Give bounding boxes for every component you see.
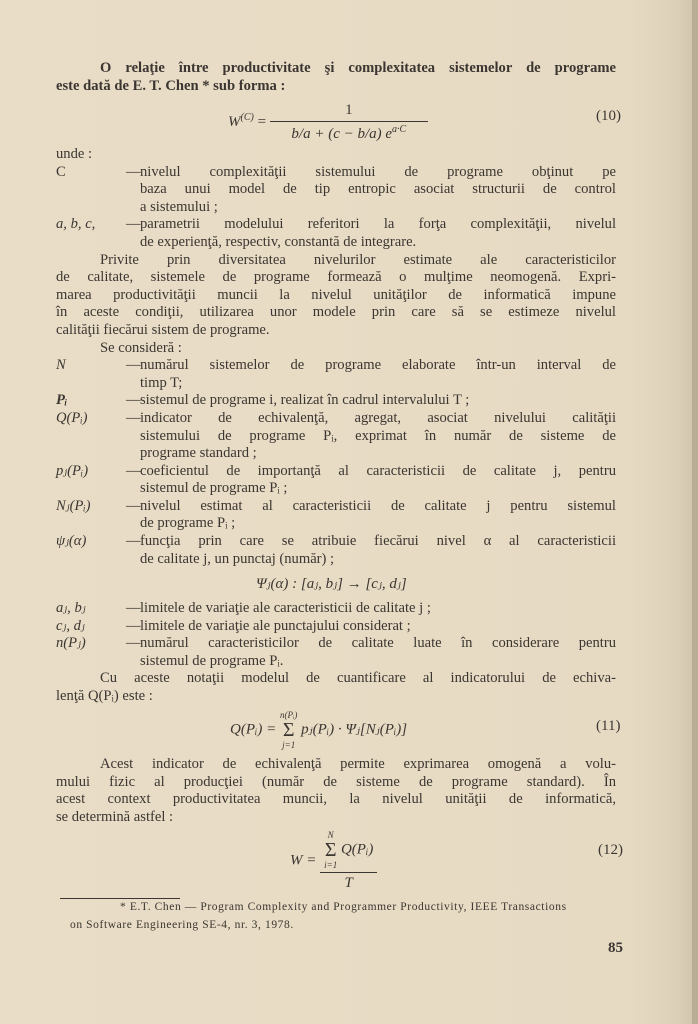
text-line: de programe Pᵢ ; xyxy=(140,515,236,532)
dash: — xyxy=(126,462,141,479)
definition-item xyxy=(56,164,616,217)
text-line: în aceste condiţii, utilizarea unor modele prin care să se estimeze nivelul xyxy=(56,304,616,321)
text-line: mului fizic al producţiei (număr de sisteme de programe standard). În xyxy=(56,773,616,790)
text-line: sistemul de programe i, realizat în cadrul intervalului T ; xyxy=(140,392,470,409)
text-line: nivelul estimat al caracteristicii de calitate j pentru sistemul xyxy=(140,497,616,514)
eq-lhs: W = xyxy=(290,852,317,869)
dash: — xyxy=(126,533,141,550)
dash: — xyxy=(126,617,141,634)
eq-lhs: Q(Pᵢ) = xyxy=(230,721,277,738)
sum-top: N xyxy=(327,830,334,840)
def-text xyxy=(140,410,616,463)
page-number: 85 xyxy=(608,940,623,956)
sum-bottom: j=1 xyxy=(282,740,296,750)
def-term: a, b, c, xyxy=(56,216,96,233)
definition-item xyxy=(56,216,616,251)
definition-item xyxy=(56,533,616,568)
def-text xyxy=(140,216,616,251)
definitions-3 xyxy=(56,600,616,706)
text-line: a sistemului ; xyxy=(140,198,218,215)
def-text xyxy=(140,392,616,410)
text-line: de calitate, sistemele de programe formează o mulţime neomogenă. Expri- xyxy=(56,269,616,286)
text-line: sistemul de programe Pᵢ. xyxy=(140,652,284,669)
text-line: Acest indicator de echivalenţă permite exprimarea omogenă a volu- xyxy=(100,756,616,772)
text-line: limitele de variaţie ale caracteristicii de calitate j ; xyxy=(140,600,431,616)
text-line: de experienţă, respectiv, constantă de integrare. xyxy=(140,233,417,250)
def-text xyxy=(140,498,616,533)
equation-number: (10) xyxy=(596,108,621,124)
eq-rhs: pⱼ(Pᵢ) · Ψⱼ[Nⱼ(Pᵢ)] xyxy=(301,721,408,738)
definition-item xyxy=(56,498,616,533)
sum-top: n(Pᵢ) xyxy=(279,710,298,720)
def-term: ψⱼ(α) xyxy=(56,533,87,550)
sum-bottom: i=1 xyxy=(324,860,338,870)
def-term: Pᵢ xyxy=(56,392,68,409)
equation-number: (11) xyxy=(596,718,621,734)
text-line: programe standard ; xyxy=(140,445,257,462)
def-term: Nⱼ(Pᵢ) xyxy=(56,497,91,514)
eq-sup: (C) xyxy=(240,111,254,123)
denominator xyxy=(287,122,410,143)
def-text xyxy=(140,164,616,217)
den-text: b/a + (c − b/a) e xyxy=(291,126,393,142)
dash: — xyxy=(126,497,141,514)
text-line: baza unui model de tip entropic asociat structurii de control xyxy=(140,181,616,198)
paragraph-4 xyxy=(56,756,616,826)
definition-item xyxy=(56,635,616,670)
dash: — xyxy=(126,635,141,652)
dash: — xyxy=(126,409,141,426)
text-line: timp T; xyxy=(140,374,183,391)
text-line: Cu aceste notaţii modelul de cuantificare al indicatorului de echiva- xyxy=(100,670,616,687)
equation-psi: Ψⱼ(α) : [aⱼ, bⱼ] → [cⱼ, dⱼ] xyxy=(256,576,407,592)
fraction xyxy=(270,102,428,143)
definition-item xyxy=(56,357,616,392)
equation-11 xyxy=(230,710,407,750)
numerator: 1 xyxy=(270,102,428,122)
intro-paragraph xyxy=(56,59,616,95)
definition-item xyxy=(56,600,616,618)
definition-item xyxy=(56,463,616,498)
page-edge xyxy=(692,0,698,1024)
dash: — xyxy=(126,357,141,374)
def-term: C xyxy=(56,163,66,180)
sum-operator xyxy=(280,710,297,750)
def-text xyxy=(140,357,616,392)
def-term: pⱼ(Pᵢ) xyxy=(56,462,89,479)
def-text xyxy=(140,600,616,618)
text-line: Privite prin diversitatea nivelurilor estimate ale caracteristicilor xyxy=(100,251,616,268)
text-line: numărul sistemelor de programe elaborate într-un interval de xyxy=(140,357,616,374)
def-text xyxy=(140,533,616,568)
sum-sign: Σ xyxy=(282,719,295,741)
text-line: coeficientul de importanţă al caracteristicii de calitate j, pentru xyxy=(140,462,616,479)
definition-item xyxy=(56,410,616,463)
equation-10 xyxy=(228,102,428,143)
eq-lhs: W xyxy=(228,113,241,130)
def-term: aⱼ, bⱼ xyxy=(56,600,86,616)
text-line: acest context productivitatea muncii, la nivelul unităţii de informatică, xyxy=(56,791,616,808)
text-line: funcţia prin care se atribuie fiecărui nivel α al caracteristicii xyxy=(140,533,616,550)
definition-item xyxy=(56,618,616,636)
text-line: indicator de echivalenţă, agregat, asociat nivelului calităţii xyxy=(140,409,616,426)
def-term: N xyxy=(56,357,66,374)
def-text xyxy=(140,463,616,498)
def-term: n(Pⱼ) xyxy=(56,635,86,652)
fraction xyxy=(320,830,377,892)
text-line: numărul caracteristicilor de calitate luate în considerare pentru xyxy=(140,635,616,652)
dash: — xyxy=(126,216,141,233)
equation-number: (12) xyxy=(598,842,623,858)
def-text xyxy=(140,618,616,636)
dash: — xyxy=(126,600,141,616)
den-sup: a·C xyxy=(392,124,407,135)
text-line: nivelul complexităţii sistemului de programe obţinut pe xyxy=(140,163,616,180)
def-term: cⱼ, dⱼ xyxy=(56,617,85,634)
text-line: Se consideră : xyxy=(100,339,182,356)
text-line: parametrii modelului referitori la forţa complexităţii, nivelul xyxy=(140,216,616,233)
footnote-line: * E.T. Chen — Program Complexity and Programmer Productivity, IEEE Transactions xyxy=(120,901,567,913)
text-line: calităţii fiecărui sistem de programe. xyxy=(56,321,270,338)
def-text xyxy=(140,635,616,670)
definition-item xyxy=(56,392,616,410)
numerator-text: Q(Pᵢ) xyxy=(340,841,374,858)
text-line: lenţă Q(Pᵢ) este : xyxy=(56,687,153,704)
definitions-1 xyxy=(56,146,616,568)
denominator: T xyxy=(344,875,353,891)
footnote-line: on Software Engineering SE-4, nr. 3, 1978. xyxy=(70,919,294,931)
def-term: Q(Pᵢ) xyxy=(56,409,88,426)
text-line: sistemului de programe Pᵢ, exprimat în număr de sisteme de xyxy=(140,427,616,444)
text-line: de calitate j, un punctaj (număr) ; xyxy=(140,550,335,567)
dash: — xyxy=(126,163,141,180)
equation-12 xyxy=(290,830,377,892)
sum-operator xyxy=(324,830,337,870)
footnote xyxy=(72,898,628,934)
text-line: este dată de E. T. Chen * sub forma : xyxy=(56,78,286,95)
numerator xyxy=(320,830,377,873)
text-line: limitele de variaţie ale punctajului considerat ; xyxy=(140,617,411,634)
text-line: O relaţie între productivitate şi complexitatea sistemelor de programe xyxy=(100,60,616,76)
text-line: unde : xyxy=(56,146,93,162)
text-line: sistemul de programe Pᵢ ; xyxy=(140,480,288,497)
text-line: se determină astfel : xyxy=(56,808,174,825)
text-line: marea productivităţii muncii la nivelul unităţilor de informatică impune xyxy=(56,286,616,303)
eq-sign: = xyxy=(257,113,267,130)
dash: — xyxy=(126,392,141,409)
sum-sign: Σ xyxy=(324,839,337,861)
